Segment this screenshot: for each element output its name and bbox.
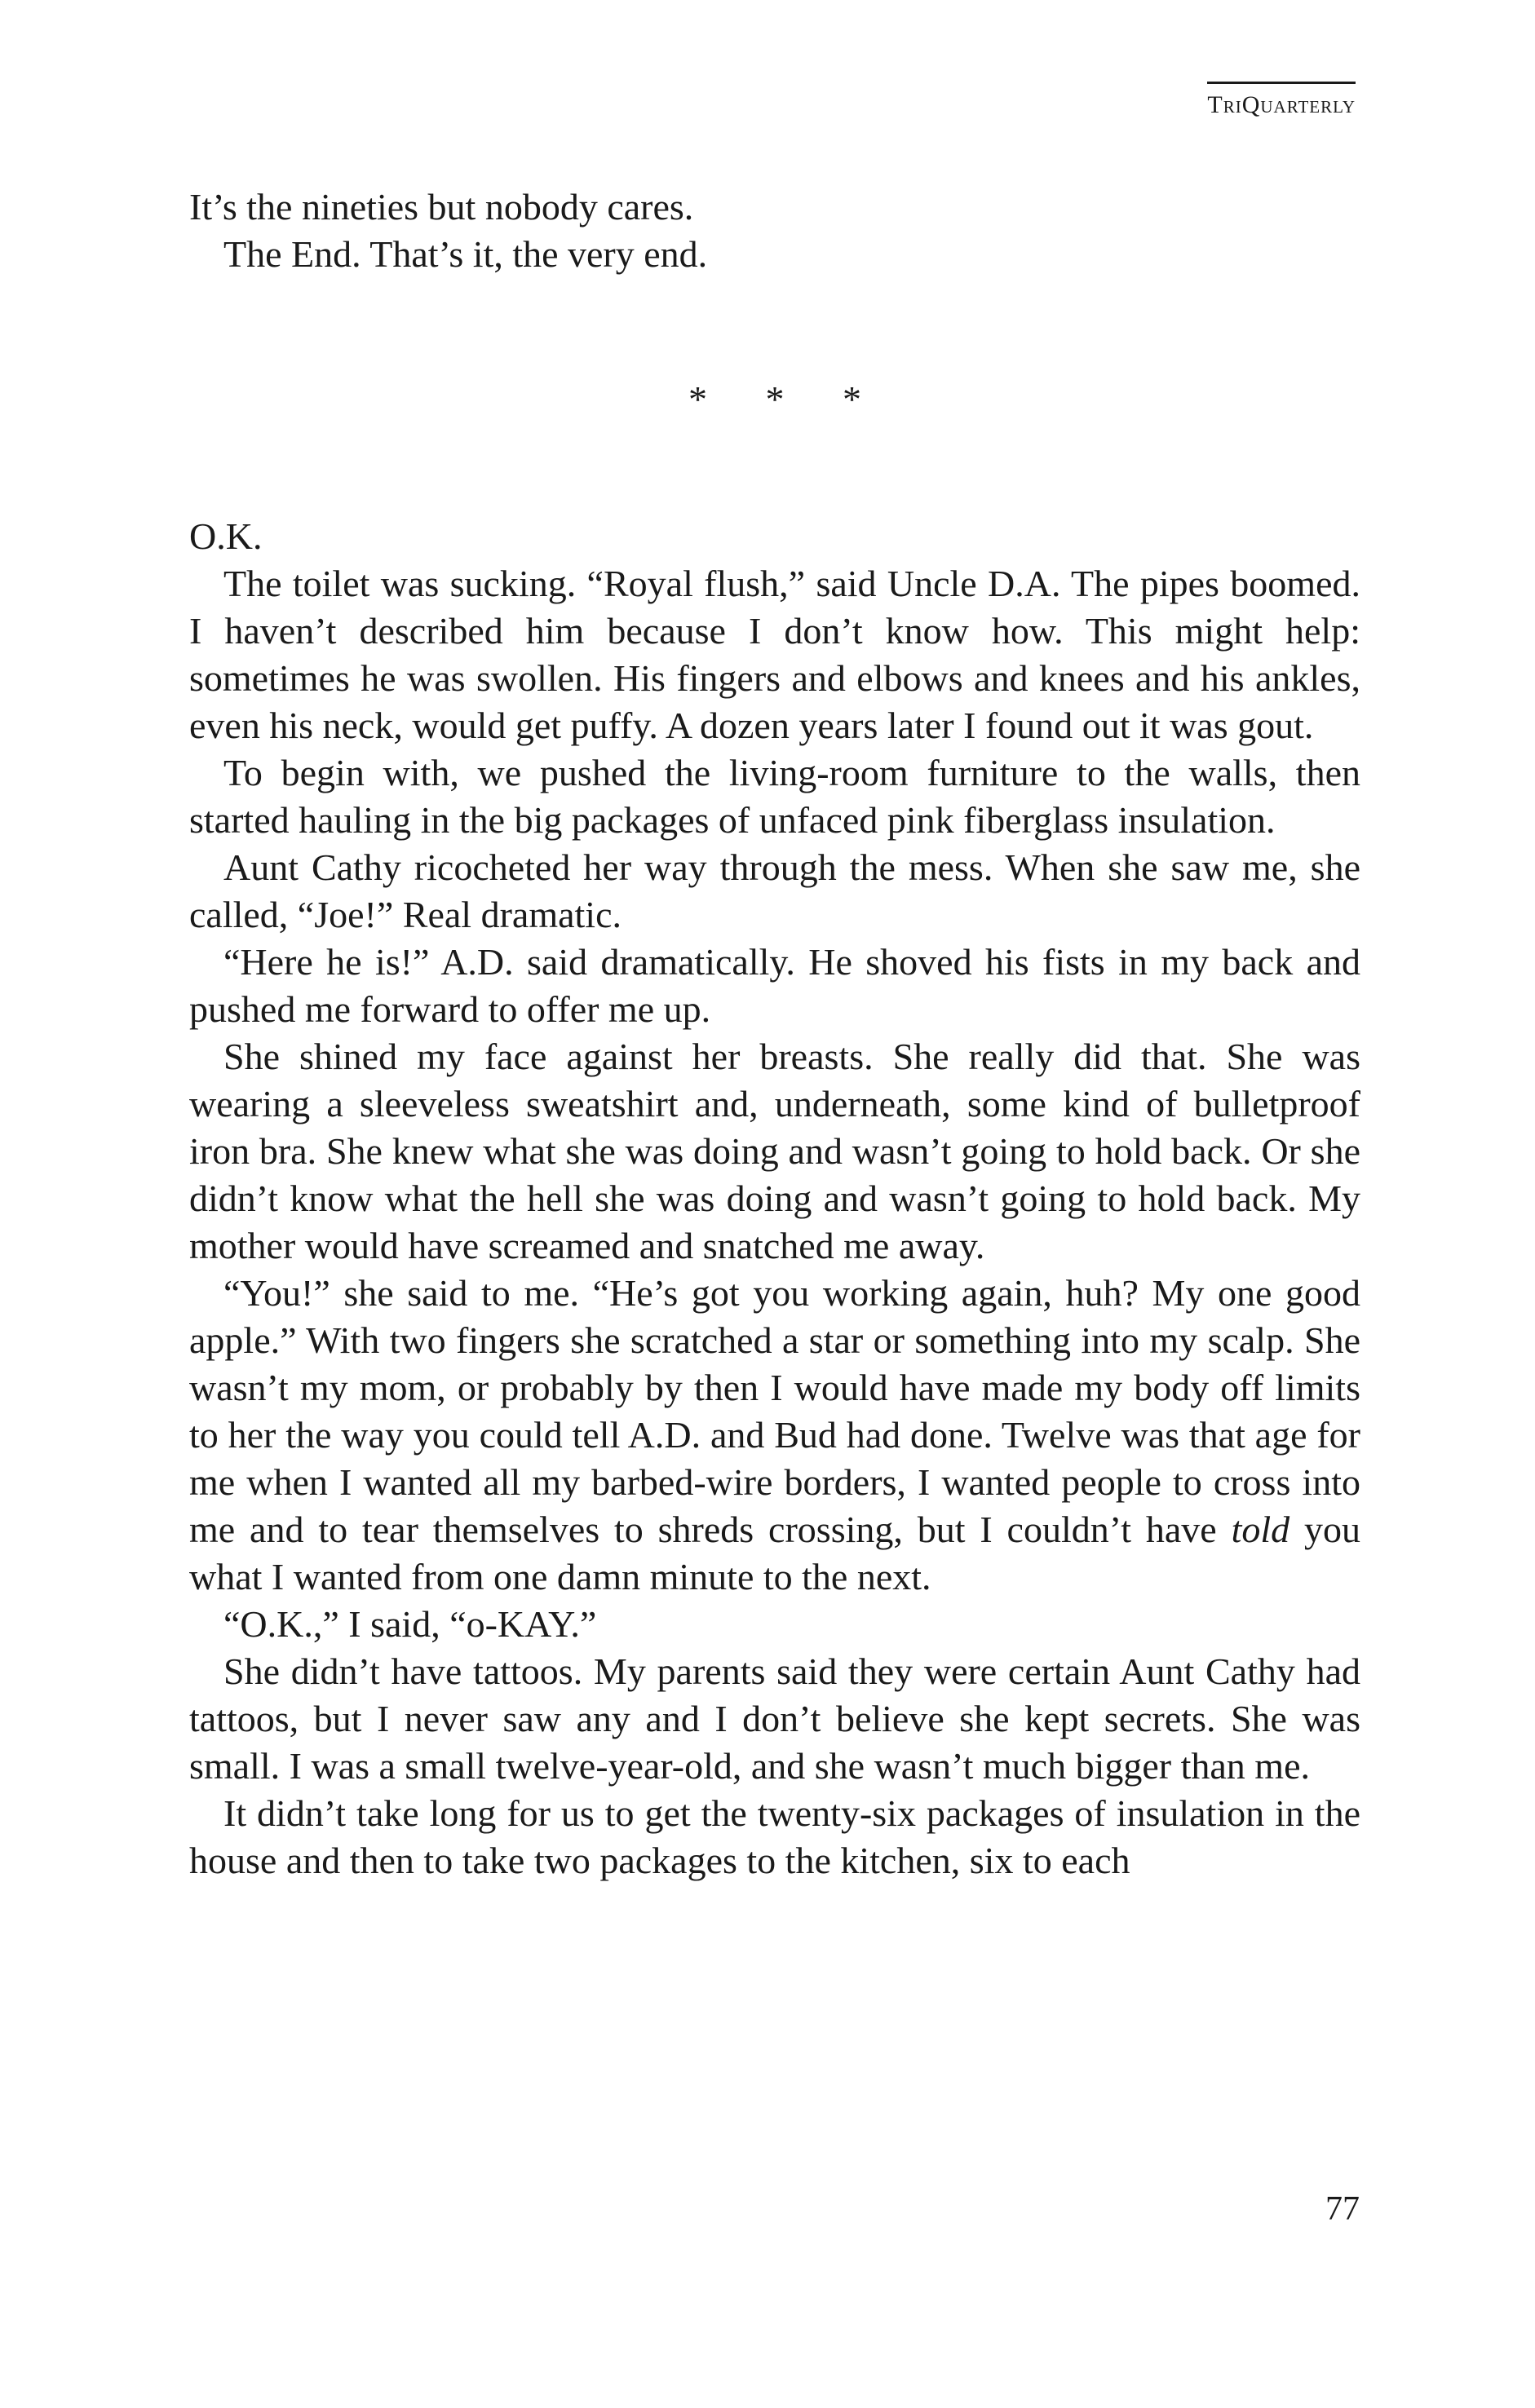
paragraph: She didn’t have tattoos. My parents said they were certain Aunt Cathy had tattoos, but I never saw any and I don’t believe she kept secrets. She was small. I was a small twelve-year-old, and she wasn’t much bigger than me.	[189, 1650, 1360, 1787]
paragraph-text: you what I wanted from one damn minute to the next.	[189, 1509, 1360, 1597]
paragraph	[189, 1270, 1360, 1601]
section-break: * * *	[688, 378, 861, 420]
opening-line: It’s the nineties but nobody cares.	[189, 186, 694, 228]
paragraph: To begin with, we pushed the living-room furniture to the walls, then started hauling in the big packages of unfaced pink fiberglass insulation.	[189, 752, 1360, 841]
story-text	[189, 183, 1360, 1884]
emphasis: told	[1231, 1509, 1290, 1550]
paragraph: The toilet was sucking. “Royal flush,” said Uncle D.A. The pipes boomed. I haven’t described him because I don’t know how. This might help: sometimes he was swollen. His fingers and elbows and knees and his ankles, even his neck, would get puffy. A dozen years later I found out it was gout.	[189, 563, 1360, 746]
paragraph-text: “You!” she said to me. “He’s got you working again, huh? My one good apple.” With two fingers she scratched a star or something into my scalp. She wasn’t my mom, or probably by then I would have made my body off limits to her the way you could tell A.D. and Bud had done. Twelve was that age for me when I wanted all my barbed-wire borders, I wanted people to cross into me and to tear themselves to shreds crossing, but I couldn’t have	[189, 1272, 1360, 1550]
paragraph: It didn’t take long for us to get the twenty-six packages of insulation in the house and then to take two packages to the kitchen, six to each	[189, 1792, 1360, 1881]
paragraph: She shined my face against her breasts. She really did that. She was wearing a sleeveless sweatshirt and, underneath, some kind of bulletproof iron bra. She knew what she was doing and wasn’t going to hold back. Or she didn’t know what the hell she was doing and wasn’t going to hold back. My mother would have screamed and snatched me away.	[189, 1036, 1360, 1266]
opening-line: The End. That’s it, the very end.	[223, 233, 708, 275]
paragraph: “O.K.,” I said, “o-KAY.”	[223, 1603, 597, 1645]
running-head: TriQuarterly	[1207, 82, 1356, 120]
page-number: 77	[1325, 2190, 1360, 2228]
paragraph: Aunt Cathy ricocheted her way through the mess. When she saw me, she called, “Joe!” Real dramatic.	[189, 846, 1360, 935]
paragraph: O.K.	[189, 515, 263, 557]
paragraph: “Here he is!” A.D. said dramatically. He shoved his fists in my back and pushed me forward to offer me up.	[189, 941, 1360, 1030]
